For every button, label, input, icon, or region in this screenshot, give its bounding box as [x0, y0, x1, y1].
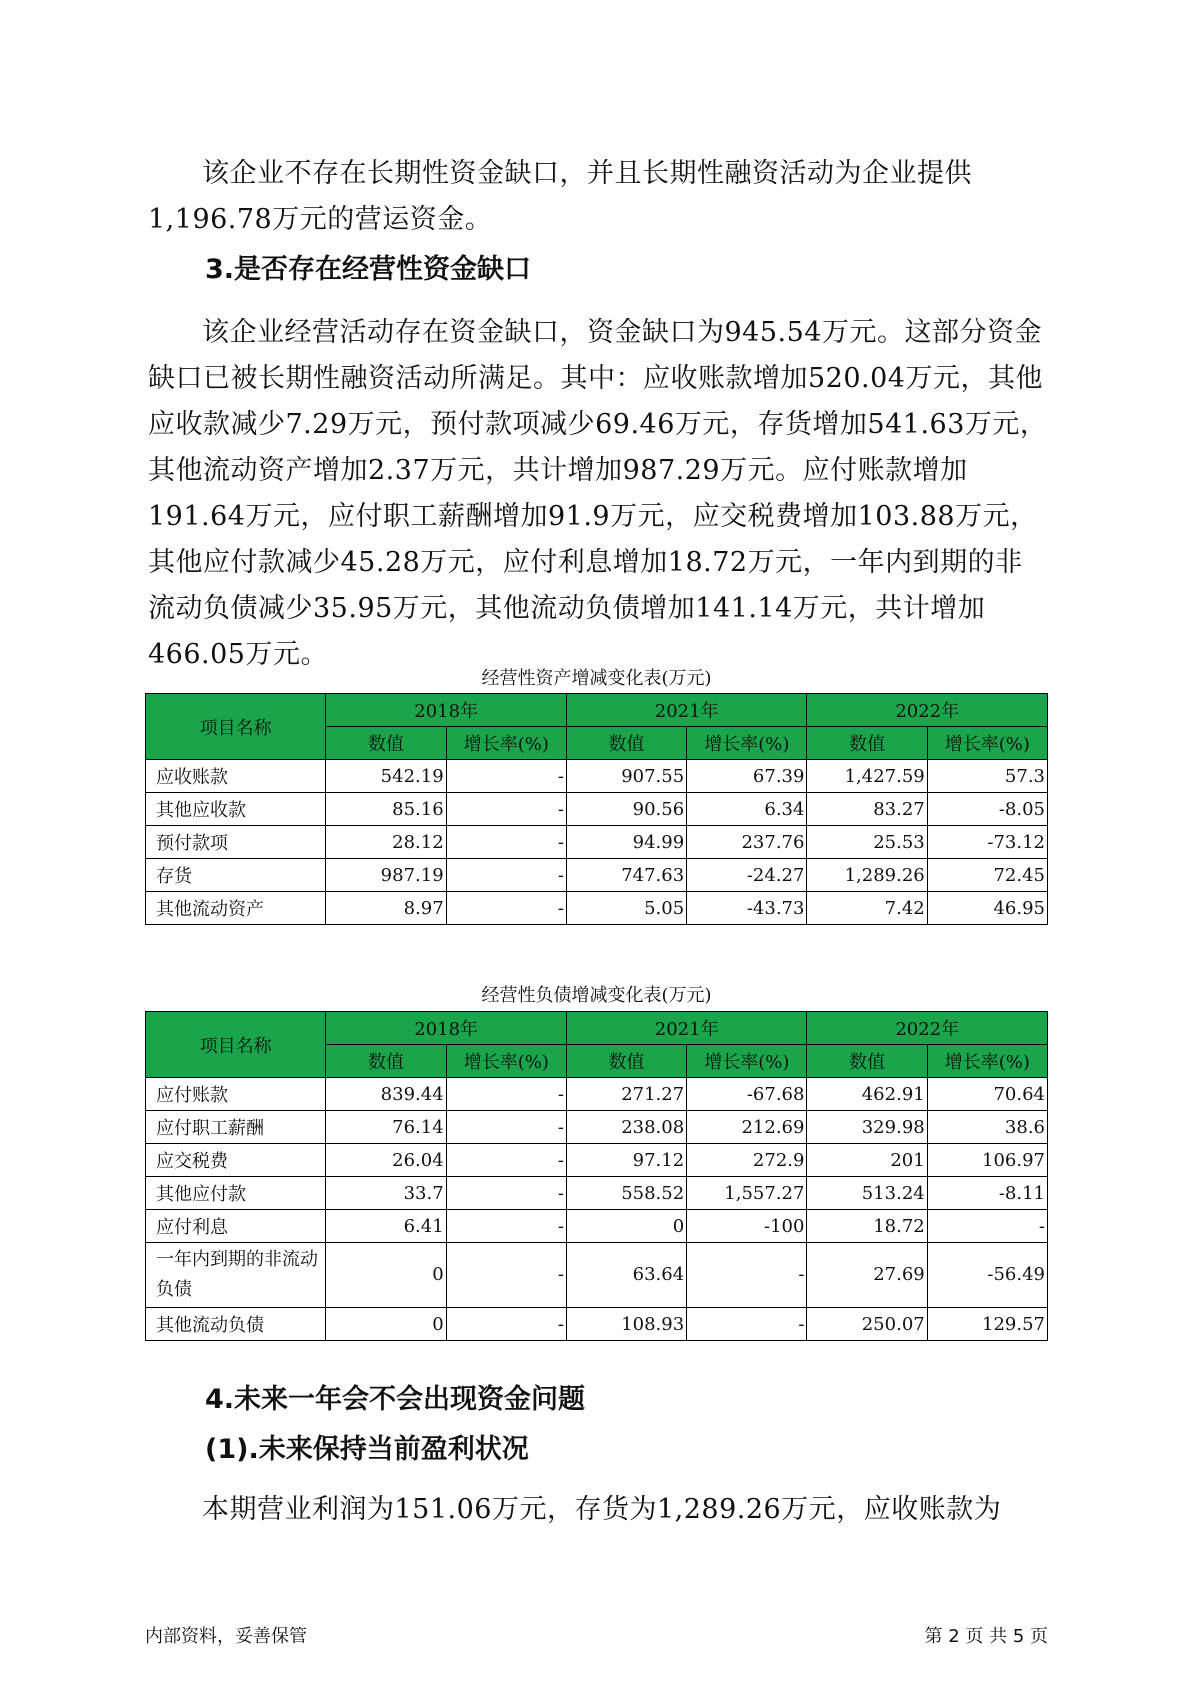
- value-cell: 27.69: [807, 1243, 927, 1308]
- value-cell: 25.53: [807, 826, 927, 859]
- value-cell: 46.95: [927, 892, 1047, 925]
- row-label-cell: 一年内到期的非流动负债: [146, 1243, 326, 1308]
- liabilities-change-table: [145, 1011, 1048, 1341]
- row-label-cell: 其他流动负债: [146, 1308, 326, 1341]
- row-label-cell: 应付利息: [146, 1210, 326, 1243]
- value-cell: -: [446, 1078, 566, 1111]
- value-cell: -: [446, 793, 566, 826]
- header-year: 2021年: [566, 694, 807, 727]
- value-cell: 0: [566, 1210, 686, 1243]
- value-cell: 462.91: [807, 1078, 927, 1111]
- header-year: 2021年: [566, 1012, 807, 1045]
- value-cell: 33.7: [326, 1177, 446, 1210]
- table-row: [146, 1078, 1048, 1111]
- value-cell: -: [446, 1308, 566, 1341]
- value-cell: 6.41: [326, 1210, 446, 1243]
- value-cell: 72.45: [927, 859, 1047, 892]
- value-cell: 839.44: [326, 1078, 446, 1111]
- value-cell: 76.14: [326, 1111, 446, 1144]
- value-cell: -24.27: [687, 859, 807, 892]
- header-item-name: 项目名称: [146, 694, 326, 760]
- value-cell: -: [446, 892, 566, 925]
- subsection-heading-current-profit: (1).未来保持当前盈利状况: [205, 1434, 529, 1465]
- value-cell: 26.04: [326, 1144, 446, 1177]
- value-cell: -: [446, 1144, 566, 1177]
- value-cell: -: [446, 1243, 566, 1308]
- value-cell: 129.57: [927, 1308, 1047, 1341]
- table-row: [146, 1308, 1048, 1341]
- value-cell: 85.16: [326, 793, 446, 826]
- value-cell: -: [446, 1111, 566, 1144]
- value-cell: 38.6: [927, 1111, 1047, 1144]
- section-heading-operating-gap: 3.是否存在经营性资金缺口: [205, 254, 532, 285]
- value-cell: -67.68: [687, 1078, 807, 1111]
- value-cell: 238.08: [566, 1111, 686, 1144]
- table-row: [146, 793, 1048, 826]
- row-label-cell: 预付款项: [146, 826, 326, 859]
- row-label-cell: 应收账款: [146, 760, 326, 793]
- header-value: 数值: [326, 1045, 446, 1078]
- value-cell: 542.19: [326, 760, 446, 793]
- header-growth: 增长率(%): [687, 727, 807, 760]
- value-cell: -: [446, 859, 566, 892]
- value-cell: 558.52: [566, 1177, 686, 1210]
- value-cell: 271.27: [566, 1078, 686, 1111]
- paragraph-operating-gap: [148, 310, 1048, 678]
- table-row: [146, 826, 1048, 859]
- value-cell: 97.12: [566, 1144, 686, 1177]
- header-growth: 增长率(%): [927, 727, 1047, 760]
- value-cell: 108.93: [566, 1308, 686, 1341]
- table-caption-assets: 经营性资产增减变化表(万元): [481, 668, 712, 689]
- value-cell: -43.73: [687, 892, 807, 925]
- value-cell: 8.97: [326, 892, 446, 925]
- value-cell: 83.27: [807, 793, 927, 826]
- value-cell: -: [927, 1210, 1047, 1243]
- row-label-cell: 应交税费: [146, 1144, 326, 1177]
- value-cell: 747.63: [566, 859, 686, 892]
- assets-change-table: [145, 693, 1048, 925]
- header-year: 2022年: [807, 694, 1048, 727]
- header-value: 数值: [566, 1045, 686, 1078]
- value-cell: -: [446, 1210, 566, 1243]
- row-label-cell: 应付职工薪酬: [146, 1111, 326, 1144]
- value-cell: 272.9: [687, 1144, 807, 1177]
- row-label-cell: 应付账款: [146, 1078, 326, 1111]
- value-cell: 212.69: [687, 1111, 807, 1144]
- value-cell: -8.11: [927, 1177, 1047, 1210]
- header-growth: 增长率(%): [446, 727, 566, 760]
- value-cell: 1,427.59: [807, 760, 927, 793]
- value-cell: 907.55: [566, 760, 686, 793]
- value-cell: 70.64: [927, 1078, 1047, 1111]
- header-value: 数值: [807, 1045, 927, 1078]
- value-cell: 28.12: [326, 826, 446, 859]
- row-label-cell: 其他应付款: [146, 1177, 326, 1210]
- value-cell: 6.34: [687, 793, 807, 826]
- value-cell: 106.97: [927, 1144, 1047, 1177]
- header-value: 数值: [807, 727, 927, 760]
- value-cell: -: [687, 1243, 807, 1308]
- value-cell: -: [446, 826, 566, 859]
- table-row: [146, 1243, 1048, 1308]
- value-cell: 329.98: [807, 1111, 927, 1144]
- header-value: 数值: [566, 727, 686, 760]
- value-cell: -: [687, 1308, 807, 1341]
- table-row: [146, 1111, 1048, 1144]
- value-cell: 237.76: [687, 826, 807, 859]
- header-year: 2018年: [326, 1012, 567, 1045]
- paragraph-long-term-funding: [148, 151, 1048, 243]
- value-cell: 1,289.26: [807, 859, 927, 892]
- footer-page-number: 第 2 页 共 5 页: [924, 1626, 1048, 1647]
- row-label-cell: 其他流动资产: [146, 892, 326, 925]
- value-cell: 63.64: [566, 1243, 686, 1308]
- table-row: [146, 1144, 1048, 1177]
- header-year: 2022年: [807, 1012, 1048, 1045]
- value-cell: -: [446, 1177, 566, 1210]
- value-cell: 0: [326, 1243, 446, 1308]
- value-cell: -73.12: [927, 826, 1047, 859]
- section-heading-next-year: 4.未来一年会不会出现资金问题: [205, 1384, 586, 1415]
- value-cell: 201: [807, 1144, 927, 1177]
- table-row: [146, 859, 1048, 892]
- paragraph-text: 该企业不存在长期性资金缺口，并且长期性融资活动为企业提供1,196.78万元的营运资金。: [148, 158, 972, 235]
- table-row: [146, 1177, 1048, 1210]
- value-cell: 18.72: [807, 1210, 927, 1243]
- value-cell: 90.56: [566, 793, 686, 826]
- paragraph-text: 本期营业利润为151.06万元，存货为1,289.26万元，应收账款为: [202, 1494, 1002, 1525]
- value-cell: 0: [326, 1308, 446, 1341]
- row-label-cell: 其他应收款: [146, 793, 326, 826]
- value-cell: 987.19: [326, 859, 446, 892]
- table-row: [146, 760, 1048, 793]
- value-cell: -: [446, 760, 566, 793]
- value-cell: -56.49: [927, 1243, 1047, 1308]
- value-cell: 513.24: [807, 1177, 927, 1210]
- paragraph-text: 该企业经营活动存在资金缺口，资金缺口为945.54万元。这部分资金缺口已被长期性融资活动所满足。其中：应收账款增加520.04万元，其他应收款减少7.29万元，预付款项减少69.46万元，存货增加541.63万元，其他流动资产增加2.37万元，共计增加987.29万元。应付账款增加191.64万元，应付职工薪酬增加91.9万元，应交税费增加103.88万元，其他应付款减少45.28万元，应付利息增加18.72万元，一年内到期的非流动负债减少35.95万元，其他流动负债增加141.14万元，共计增加466.05万元。: [148, 317, 1048, 670]
- paragraph-operating-profit: [148, 1487, 1048, 1533]
- value-cell: -8.05: [927, 793, 1047, 826]
- assets-table-body: [146, 760, 1048, 925]
- value-cell: 250.07: [807, 1308, 927, 1341]
- row-label-cell: 存货: [146, 859, 326, 892]
- table-caption-liabilities: 经营性负债增减变化表(万元): [481, 985, 712, 1006]
- value-cell: 57.3: [927, 760, 1047, 793]
- header-growth: 增长率(%): [687, 1045, 807, 1078]
- footer-confidential-note: 内部资料，妥善保管: [145, 1626, 307, 1647]
- value-cell: 1,557.27: [687, 1177, 807, 1210]
- table-row: [146, 1210, 1048, 1243]
- value-cell: 67.39: [687, 760, 807, 793]
- header-value: 数值: [326, 727, 446, 760]
- value-cell: -100: [687, 1210, 807, 1243]
- value-cell: 94.99: [566, 826, 686, 859]
- value-cell: 7.42: [807, 892, 927, 925]
- table-row: [146, 892, 1048, 925]
- header-year: 2018年: [326, 694, 567, 727]
- header-growth: 增长率(%): [927, 1045, 1047, 1078]
- value-cell: 5.05: [566, 892, 686, 925]
- header-item-name: 项目名称: [146, 1012, 326, 1078]
- header-growth: 增长率(%): [446, 1045, 566, 1078]
- liabilities-table-body: [146, 1078, 1048, 1341]
